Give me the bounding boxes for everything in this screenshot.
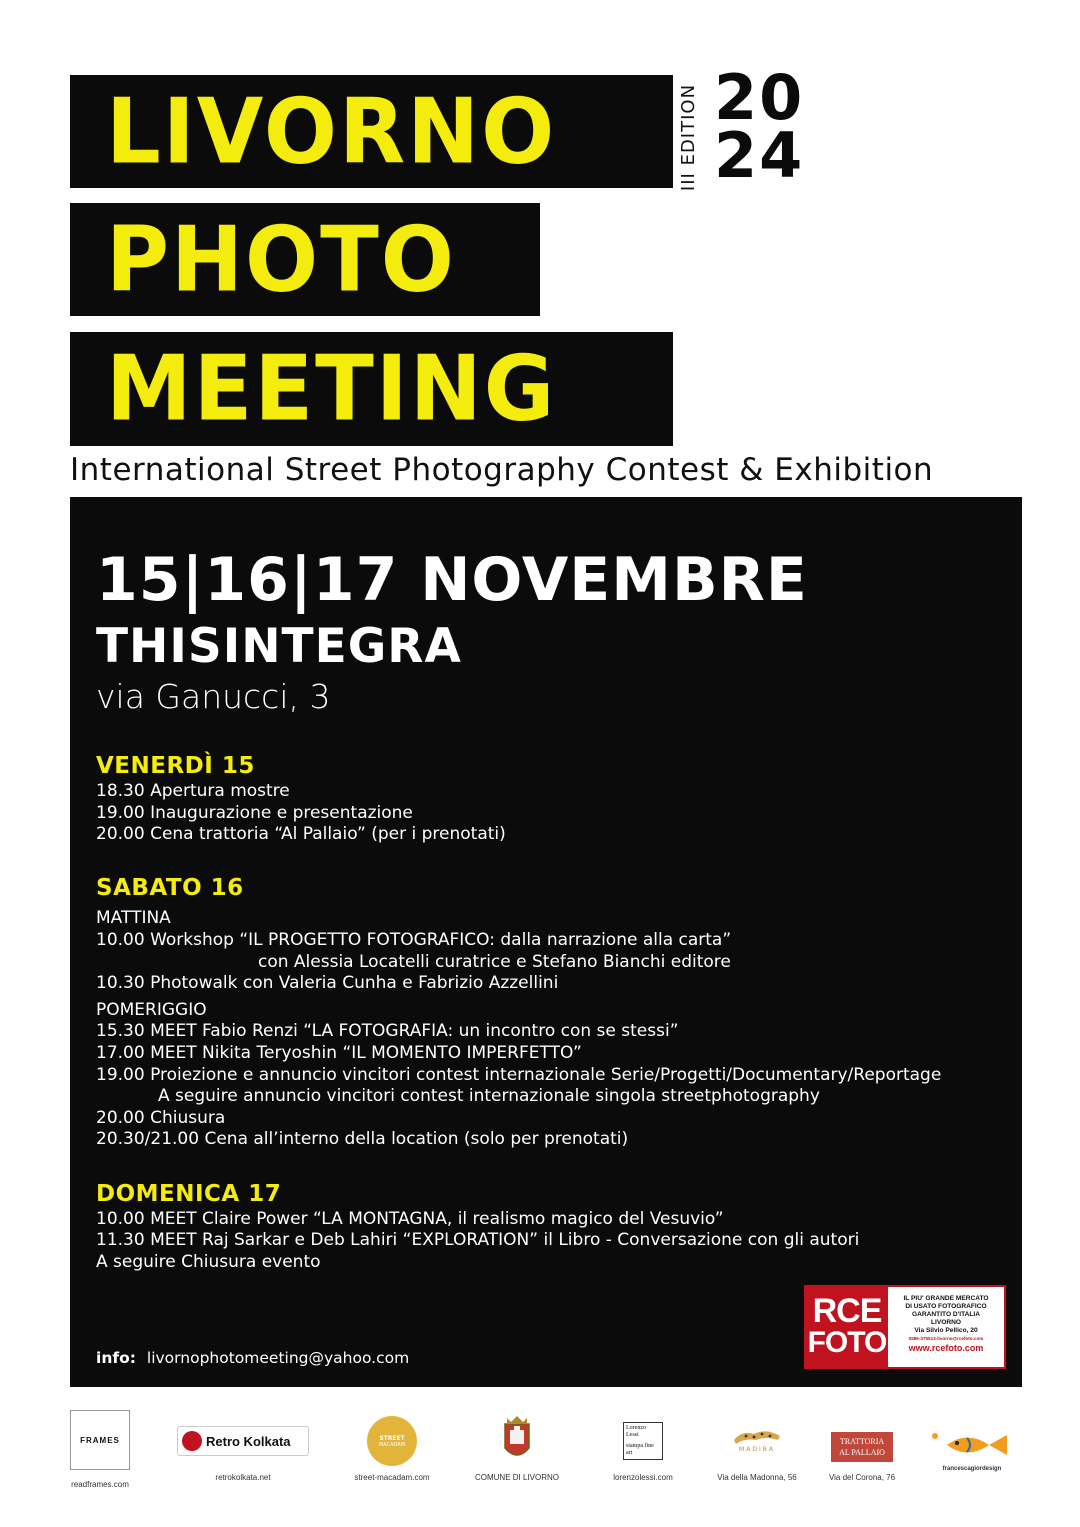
saturday-meet-1: 15.30 MEET Fabio Renzi “LA FOTOGRAFIA: un incontro con se stessi” [96, 1021, 679, 1041]
friday-item: 20.00 Cena trattoria “Al Pallaio” (per i prenotati) [96, 824, 506, 844]
madiba-logo: MADIBA [722, 1426, 792, 1462]
event-dates: 15|16|17 NOVEMBRE [96, 545, 808, 615]
sunday-heading: DOMENICA 17 [96, 1181, 282, 1207]
sponsor-caption: Via della Madonna, 56 [717, 1473, 797, 1482]
madiba-leopard-icon [732, 1426, 782, 1446]
event-address: via Ganucci, 3 [96, 677, 331, 716]
sponsor-francesca-design[interactable] [912, 1408, 1032, 1498]
street-macadam-logo: STREET MACADAM [367, 1416, 417, 1466]
title-line-3: MEETING [106, 336, 557, 442]
saturday-meet-2: 17.00 MEET Nikita Teryoshin “IL MOMENTO IMPERFETTO” [96, 1043, 582, 1063]
title-line-1: LIVORNO [106, 79, 557, 184]
comune-livorno-crest-icon [499, 1414, 535, 1470]
event-venue: THISINTEGRA [96, 619, 462, 674]
year-top: 20 [714, 61, 805, 134]
sponsor-caption: readframes.com [71, 1480, 129, 1489]
sponsor-caption: COMUNE DI LIVORNO [474, 1473, 559, 1482]
sponsor-frames[interactable] [35, 1408, 165, 1498]
sunday-item: A seguire Chiusura evento [96, 1252, 321, 1272]
saturday-projection: 19.00 Proiezione e annuncio vincitori contest internazionale Serie/Progetti/Documentary/Reportage [96, 1065, 942, 1085]
title-bar-livorno [70, 75, 673, 188]
francesca-wordmark: francescagiordesign [942, 1466, 1002, 1472]
title-bar-meeting [70, 332, 673, 446]
rce-foto-text: IL PIU' GRANDE MERCATO DI USATO FOTOGRAFICO GARANTITO D'ITALIA LIVORNO Via Silvio Pellico, 20 0586-375513-livorno@rcefoto.com www.rcefoto.com [888, 1287, 1004, 1367]
sponsor-caption: street-macadam.com [354, 1473, 430, 1482]
info-line [96, 1349, 409, 1367]
retro-kolkata-logo: Retro Kolkata [177, 1426, 309, 1456]
saturday-heading: SABATO 16 [96, 875, 244, 901]
subtitle: International Street Photography Contest & Exhibition [70, 452, 934, 488]
saturday-workshop-cont: con Alessia Locatelli curatrice e Stefano Bianchi editore [258, 952, 731, 972]
year-label [714, 61, 805, 192]
program-panel [70, 497, 1022, 1387]
saturday-closing: 20.00 Chiusura [96, 1108, 226, 1128]
edition-text: III EDITION [678, 83, 700, 191]
sponsor-comune-livorno[interactable] [452, 1408, 582, 1498]
rce-foto-ad [804, 1285, 1006, 1369]
edition-label [672, 76, 706, 198]
lorenzo-lessi-logo: Lorenzo Lessi stampa fine art [623, 1422, 663, 1460]
sponsor-trattoria-al-pallaio[interactable] [797, 1408, 927, 1498]
friday-item: 18.30 Apertura mostre [96, 781, 290, 801]
saturday-afternoon-label: POMERIGGIO [96, 1000, 207, 1020]
rce-website[interactable]: www.rcefoto.com [908, 1343, 984, 1353]
fish-logo-icon [927, 1428, 1017, 1466]
trattoria-logo: TRATTORIA AL PALLAIO [831, 1432, 893, 1462]
sponsor-lorenzo-lessi[interactable] [578, 1408, 708, 1498]
saturday-morning-label: MATTINA [96, 908, 171, 928]
retro-kolkata-dot-icon [182, 1431, 202, 1451]
friday-item: 19.00 Inaugurazione e presentazione [96, 803, 413, 823]
saturday-workshop: 10.00 Workshop “IL PROGETTO FOTOGRAFICO: dalla narrazione alla carta” [96, 930, 732, 950]
sponsor-caption: Via del Corona, 76 [828, 1473, 896, 1482]
title-bar-photo [70, 203, 540, 316]
saturday-photowalk: 10.30 Photowalk con Valeria Cunha e Fabrizio Azzellini [96, 973, 559, 993]
saturday-projection-cont: A seguire annuncio vincitori contest internazionale singola streetphotography [158, 1086, 820, 1106]
sponsor-caption: retrokolkata.net [215, 1473, 271, 1482]
sponsor-retro-kolkata[interactable] [178, 1408, 308, 1498]
sunday-item: 11.30 MEET Raj Sarkar e Deb Lahiri “EXPLORATION” il Libro - Conversazione con gli autori [96, 1230, 860, 1250]
info-email[interactable]: livornophotomeeting@yahoo.com [146, 1349, 410, 1367]
frames-logo: FRAMES [70, 1410, 130, 1470]
saturday-dinner: 20.30/21.00 Cena all’interno della location (solo per prenotati) [96, 1129, 629, 1149]
sponsor-street-macadam[interactable] [327, 1408, 457, 1498]
sunday-item: 10.00 MEET Claire Power “LA MONTAGNA, il realismo magico del Vesuvio” [96, 1209, 724, 1229]
friday-heading: VENERDÌ 15 [96, 753, 255, 779]
title-line-2: PHOTO [106, 207, 456, 312]
rce-foto-logo: RCE FOTO [806, 1287, 888, 1367]
info-label: info: [96, 1349, 136, 1367]
year-bottom: 24 [714, 119, 805, 192]
sponsor-caption: lorenzolessi.com [613, 1473, 673, 1482]
